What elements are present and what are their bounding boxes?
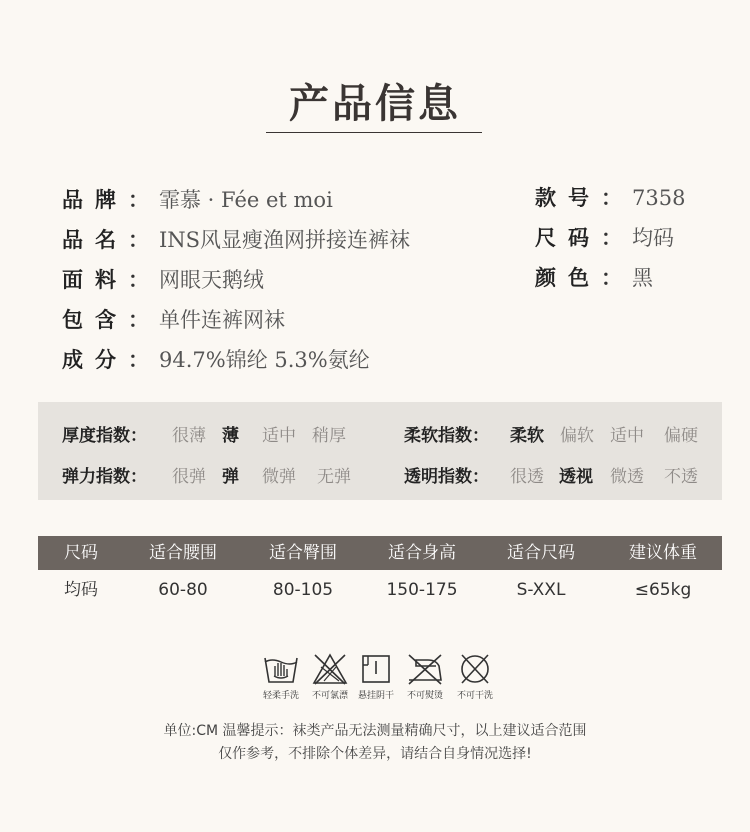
info-value: 网眼天鹅绒 (159, 268, 264, 292)
no-iron-icon (406, 652, 444, 686)
index-label: 透明指数： (404, 467, 489, 487)
info-key: 款号 (535, 185, 601, 210)
info-key: 品牌 (62, 187, 128, 212)
info-colon: ： (128, 187, 149, 212)
info-includes (62, 304, 285, 334)
info-colon: ： (128, 227, 149, 252)
transparency-index (404, 462, 714, 486)
elasticity-index (62, 462, 362, 486)
info-colon: ： (601, 185, 622, 210)
column-header: 尺码 (64, 543, 98, 563)
index-label: 柔软指数： (404, 426, 489, 446)
info-value: 霏慕 · Fée et moi (159, 188, 333, 212)
index-option: 稍厚 (312, 426, 346, 446)
column-header: 适合腰围 (149, 543, 217, 563)
info-key: 尺码 (535, 225, 601, 250)
index-option: 适中 (610, 426, 644, 446)
table-cell: ≤65kg (634, 580, 692, 600)
index-option: 很弹 (172, 467, 206, 487)
info-brand (62, 184, 333, 214)
index-option-selected: 弹 (222, 467, 239, 487)
table-cell: 60-80 (158, 580, 208, 600)
hand-wash-icon (263, 652, 299, 686)
info-name (62, 224, 410, 254)
index-option: 适中 (262, 426, 296, 446)
info-colon: ： (601, 225, 622, 250)
care-label: 轻柔手洗 (262, 691, 299, 701)
info-colon: ： (128, 267, 149, 292)
info-fabric (62, 264, 264, 294)
info-key: 成分 (62, 347, 128, 372)
size-note: 仅作参考，不排除个体差异，请结合自身情况选择! (218, 746, 532, 762)
column-header: 适合身高 (388, 543, 456, 563)
title-underline (266, 132, 482, 133)
info-value: 单件连裤网袜 (159, 308, 285, 332)
column-header: 适合尺码 (507, 543, 575, 563)
info-composition (62, 344, 370, 374)
info-key: 颜色 (535, 265, 601, 290)
index-option: 偏硬 (664, 426, 698, 446)
info-key: 品名 (62, 227, 128, 252)
care-label: 不可氯漂 (311, 691, 348, 701)
info-value: 均码 (632, 226, 674, 250)
table-cell: S-XXL (516, 580, 566, 600)
index-option: 不透 (664, 467, 698, 487)
care-label: 不可熨烫 (406, 691, 443, 701)
column-header: 适合臀围 (269, 543, 337, 563)
info-colon: ： (128, 347, 149, 372)
index-option: 偏软 (560, 426, 594, 446)
index-option: 很透 (510, 467, 544, 487)
table-row (38, 572, 722, 608)
index-option-selected: 薄 (222, 426, 239, 446)
index-label: 厚度指数： (62, 426, 147, 446)
softness-index (404, 421, 714, 445)
index-option: 微弹 (262, 467, 296, 487)
info-value: INS风显瘦渔网拼接连裤袜 (159, 228, 411, 252)
table-cell: 均码 (64, 580, 98, 600)
info-key: 面料 (62, 267, 128, 292)
care-label: 不可干洗 (456, 691, 493, 701)
thickness-index (62, 421, 362, 445)
no-dry-clean-icon (457, 652, 493, 686)
size-table-header (38, 536, 722, 570)
table-cell: 150-175 (386, 580, 458, 600)
info-colon: ： (128, 307, 149, 332)
info-key: 包含 (62, 307, 128, 332)
info-size (535, 222, 674, 252)
info-value: 7358 (632, 186, 686, 210)
info-color (535, 262, 653, 292)
care-label: 悬挂阴干 (357, 691, 394, 701)
index-option: 很薄 (172, 426, 206, 446)
index-option: 微透 (610, 467, 644, 487)
info-colon: ： (601, 265, 622, 290)
index-option: 无弹 (317, 467, 351, 487)
table-cell: 80-105 (272, 580, 334, 600)
index-label: 弹力指数： (62, 467, 147, 487)
hang-dry-icon (360, 652, 392, 686)
page-title: 产品信息 (289, 80, 461, 127)
index-option-selected: 柔软 (510, 426, 544, 446)
size-note: 单位:CM 温馨提示：袜类产品无法测量精确尺寸，以上建议适合范围 (163, 723, 587, 739)
column-header: 建议体重 (629, 543, 697, 563)
info-value: 黑 (632, 266, 653, 290)
info-value: 94.7%锦纶 5.3%氨纶 (159, 348, 370, 372)
info-style-no (535, 182, 685, 212)
index-option-selected: 透视 (559, 467, 593, 487)
no-bleach-icon (312, 652, 348, 686)
